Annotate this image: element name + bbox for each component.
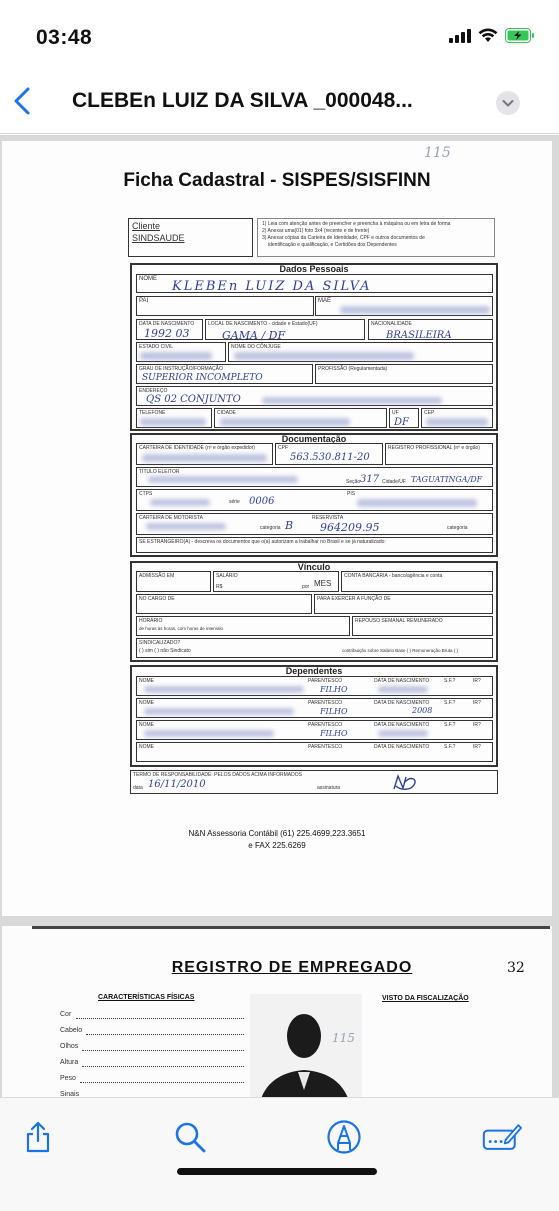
search-button[interactable] [170,1117,210,1157]
field-reservist-category-label: categoria [447,525,468,531]
document-page-2 [2,926,552,1097]
field-nationality-value: BRASILEIRA [386,330,452,341]
field-olhos-line [82,1050,244,1051]
field-schedule-label: HORÁRIO [139,618,163,624]
dependent-birthdate-label: DATA DE NASCIMENTO [374,744,430,750]
field-marital-label: ESTADO CIVIL [139,344,174,350]
share-button[interactable] [18,1117,58,1157]
page-top-edge [32,926,550,929]
field-voter-city-label: Cidade/UF [382,479,406,485]
personal-data-heading: Dados Pessoais [279,264,349,274]
field-nationality-label: NACIONALIDADE [371,321,412,327]
field-contribution: contribuição sobre Salário Base ( ) Remuneração Bruta ( ) [342,648,459,653]
back-chevron-icon[interactable] [8,84,40,118]
field-reservist-value: 964209.95 [320,521,380,534]
field-work-card-label: CTPS [139,491,153,497]
form-title: Ficha Cadastral - SISPES/SISFINN [123,170,431,191]
status-icons [449,28,535,43]
edit-icon [482,1120,522,1154]
field-altura-line [82,1066,244,1067]
field-name-label: NOME [139,276,157,282]
field-peso: Peso [60,1075,76,1082]
dependent-birthdate-label: DATA DE NASCIMENTO [374,722,430,728]
dependents-heading: Dependentes [285,666,343,676]
pis-redacted [357,499,477,507]
home-indicator [177,1168,377,1175]
field-section-label: Seção [346,479,361,485]
dependent-kinship-value: FILHO [320,729,348,738]
field-cor: Cor [60,1011,72,1018]
field-category-label: categoria [260,525,281,531]
dependent-name-label: NOME [139,700,154,706]
field-professional-registry-label: REGISTRO PROFISSIONAL (nº e órgão) [388,445,480,451]
field-category-value: B [285,519,294,532]
field-name-value: KLEBEn LUIZ DA SILVA [172,279,372,294]
field-series-value: 0006 [249,496,275,507]
bottom-toolbar [0,1097,559,1211]
field-father [136,296,314,316]
field-bank-account-label: CONTA BANCÁRIA - banco/agência e conta [344,573,443,579]
field-peso-line [80,1082,244,1083]
dependent-name-redacted [144,708,294,715]
field-city-label: CIDADE [217,410,236,416]
person-silhouette-icon [250,994,362,1097]
documents-heading: Documentação [281,434,347,444]
field-weekly-rest-label: REPOUSO SEMANAL REMUNERADO [355,618,443,624]
field-zip-label: CEP [424,410,435,416]
term-date-value: 16/11/2010 [148,779,206,790]
field-union-label: SINDICALIZADO? [139,640,181,646]
field-phone-label: TELEFONE [139,410,166,416]
dependent-birthdate-label: DATA DE NASCIMENTO [374,700,430,706]
dependent-kinship-label: PARENTESCO [308,678,343,684]
field-education-value: SUPERIOR INCOMPLETO [142,373,263,383]
inspection-heading: VISTO DA FISCALIZAÇÃO [382,995,469,1002]
address-redacted [262,397,442,404]
field-birthdate-label: DATA DE NASCIMENTO [139,321,195,327]
field-birthplace-value: GAMA / DF [222,329,286,342]
field-salary-label: SALÁRIO [216,573,238,579]
field-address-label: ENDEREÇO [139,388,168,394]
term-signature-label: assinatura [317,785,341,791]
field-birthplace-label: LOCAL DE NASCIMENTO - cidade e Estado(UF) [208,321,318,327]
dependent-birthdate-redacted [378,686,428,693]
instruction-1: 1) Leia com atenção antes de preencher e preencha à máquina ou em letra de forma [262,221,451,227]
field-profession-label: PROFISSÃO (Regulamentada) [318,366,388,372]
field-cpf-value: 563.530.811-20 [290,452,370,463]
field-altura: Altura [60,1059,79,1066]
corner-note: 115 [424,145,451,161]
employee-photo [250,994,362,1097]
field-reservist-label: RESERVISTA [312,515,344,521]
title-menu-button[interactable] [496,91,520,115]
footer-line-1: N&N Assessoria Contábil (61) 225.4699,223.3651 [188,829,366,838]
field-address-value: QS 02 CONJUNTO [146,394,241,405]
dependent-ir-label: IR? [473,722,481,728]
dependent-birthdate-label: DATA DE NASCIMENTO [374,678,430,684]
field-birthdate-value: 1992 03 [144,327,190,340]
page-number: 32 [507,960,525,976]
dependent-name-label: NOME [139,722,154,728]
field-spouse-label: NOME DO CÔNJUGE [231,344,281,350]
field-sinais: Sinais [60,1091,80,1097]
mother-redacted [340,306,490,314]
client-label: Cliente [132,221,161,231]
field-union-options: ( ) sim ( ) não Sindicato [139,648,191,654]
field-cor-line [76,1018,244,1019]
field-position-label: NO CARGO DE [139,596,175,602]
field-salary-currency: R$ [216,584,223,590]
dependent-name-label: NOME [139,678,154,684]
dependent-kinship-value: FILHO [320,685,348,694]
document-viewer[interactable] [0,135,559,1097]
field-education-label: GRAU DE INSTRUÇÃO/FORMAÇÃO [139,366,223,372]
instruction-3: 3) Anexar cópias da Carteira de Identidade, CPF e outros documentos de [262,235,425,241]
responsibility-term-label: TERMO DE RESPONSABILIDADE: PELOS DADOS ACIMA INFORMADOS [133,772,302,778]
marital-redacted [140,352,212,360]
dependent-kinship-label: PARENTESCO [308,700,343,706]
field-state-value: DF [394,417,409,428]
employee-register-title: REGISTRO DE EMPREGADO [171,959,413,976]
footer-line-2: e FAX 225.6269 [248,841,306,850]
dependent-kinship-label: PARENTESCO [308,744,343,750]
zip-redacted [426,418,488,426]
field-state-label: UF [392,410,399,416]
dependent-birthdate-value: 2008 [412,706,433,715]
markup-icon [326,1119,362,1155]
id-card-redacted [142,454,267,462]
field-foreigner-label: SE ESTRANGEIRO(A) - descreva os documentos que o(a) autorizam a trabalhar no Brasil e se já naturalizado: [139,539,386,545]
field-olhos: Olhos [60,1043,79,1050]
client-value: SINDSAUDE [132,233,185,243]
drivers-license-redacted [146,523,226,530]
phone-redacted [140,418,206,426]
document-page-1 [2,141,552,916]
city-redacted [220,418,350,426]
dependent-sf-label: S.F.? [444,678,456,684]
field-cabelo: Cabelo [60,1027,83,1034]
field-function-label: PARA EXERCER A FUNÇÃO DE [317,596,391,602]
field-father-label: PAI [139,298,149,304]
signature-mark [390,771,420,793]
voter-id-redacted [148,476,298,483]
battery-charging-icon [505,28,535,43]
dependent-ir-label: IR? [473,678,481,684]
dependent-sf-label: S.F.? [444,744,456,750]
spouse-redacted [234,352,414,360]
field-admission-label: ADMISSÃO EM [139,573,175,579]
field-schedule-detail: de horas às horas, com horas de intervalo [139,626,224,631]
field-drivers-license-label: CARTEIRA DE MOTORISTA [139,515,203,521]
status-bar [0,0,559,70]
field-series-label: série [229,499,240,505]
field-salary-per-label: por [302,584,310,590]
dependent-name-redacted [144,686,304,693]
dependent-sf-label: S.F.? [444,722,456,728]
navigation-bar [0,70,559,134]
dependent-name-label: NOME [139,744,154,750]
dependent-birthdate-redacted [378,730,428,737]
status-time: 03:48 [36,26,93,49]
markup-button[interactable] [324,1117,364,1157]
field-pis-label: PIS [347,491,356,497]
cellular-signal-icon [449,29,471,43]
dependent-kinship-value: FILHO [320,707,348,716]
search-icon [173,1120,207,1154]
field-cabelo-line [86,1034,244,1035]
dependent-kinship-label: PARENTESCO [308,722,343,728]
share-icon [23,1120,53,1154]
dependent-name-redacted [144,730,274,737]
field-id-card-label: CARTEIRA DE IDENTIDADE (nº e órgão expedidor) [139,445,255,451]
dependent-sf-label: S.F.? [444,700,456,706]
work-card-redacted [150,499,210,506]
wifi-icon [478,28,498,43]
instruction-4: identificação e qualificação, e Certidões dos Dependentes [268,242,397,248]
field-salary-per-value: MES [314,579,332,588]
edit-button[interactable] [482,1117,522,1157]
field-section-value: 317 [360,474,380,485]
physical-characteristics-heading: CARACTERÍSTICAS FÍSICAS [98,994,195,1001]
bond-heading: Vínculo [297,562,331,572]
field-mother-label: MÃE [318,298,332,304]
field-voter-city-value: TAGUATINGA/DF [411,475,483,484]
instruction-2: 2) Anexar uma(01) foto 3x4 (recente e de frente) [262,228,370,234]
field-voter-id-label: TÍTULO ELEITOR [139,469,180,475]
dependent-ir-label: IR? [473,700,481,706]
dependent-ir-label: IR? [473,744,481,750]
page2-note: 115 [332,1031,355,1045]
field-cpf-label: CPF [278,445,288,451]
chevron-down-icon [496,91,520,115]
document-title[interactable]: CLEBEn LUIZ DA SILVA _000048... [72,89,413,112]
term-date-label: data [133,785,143,791]
